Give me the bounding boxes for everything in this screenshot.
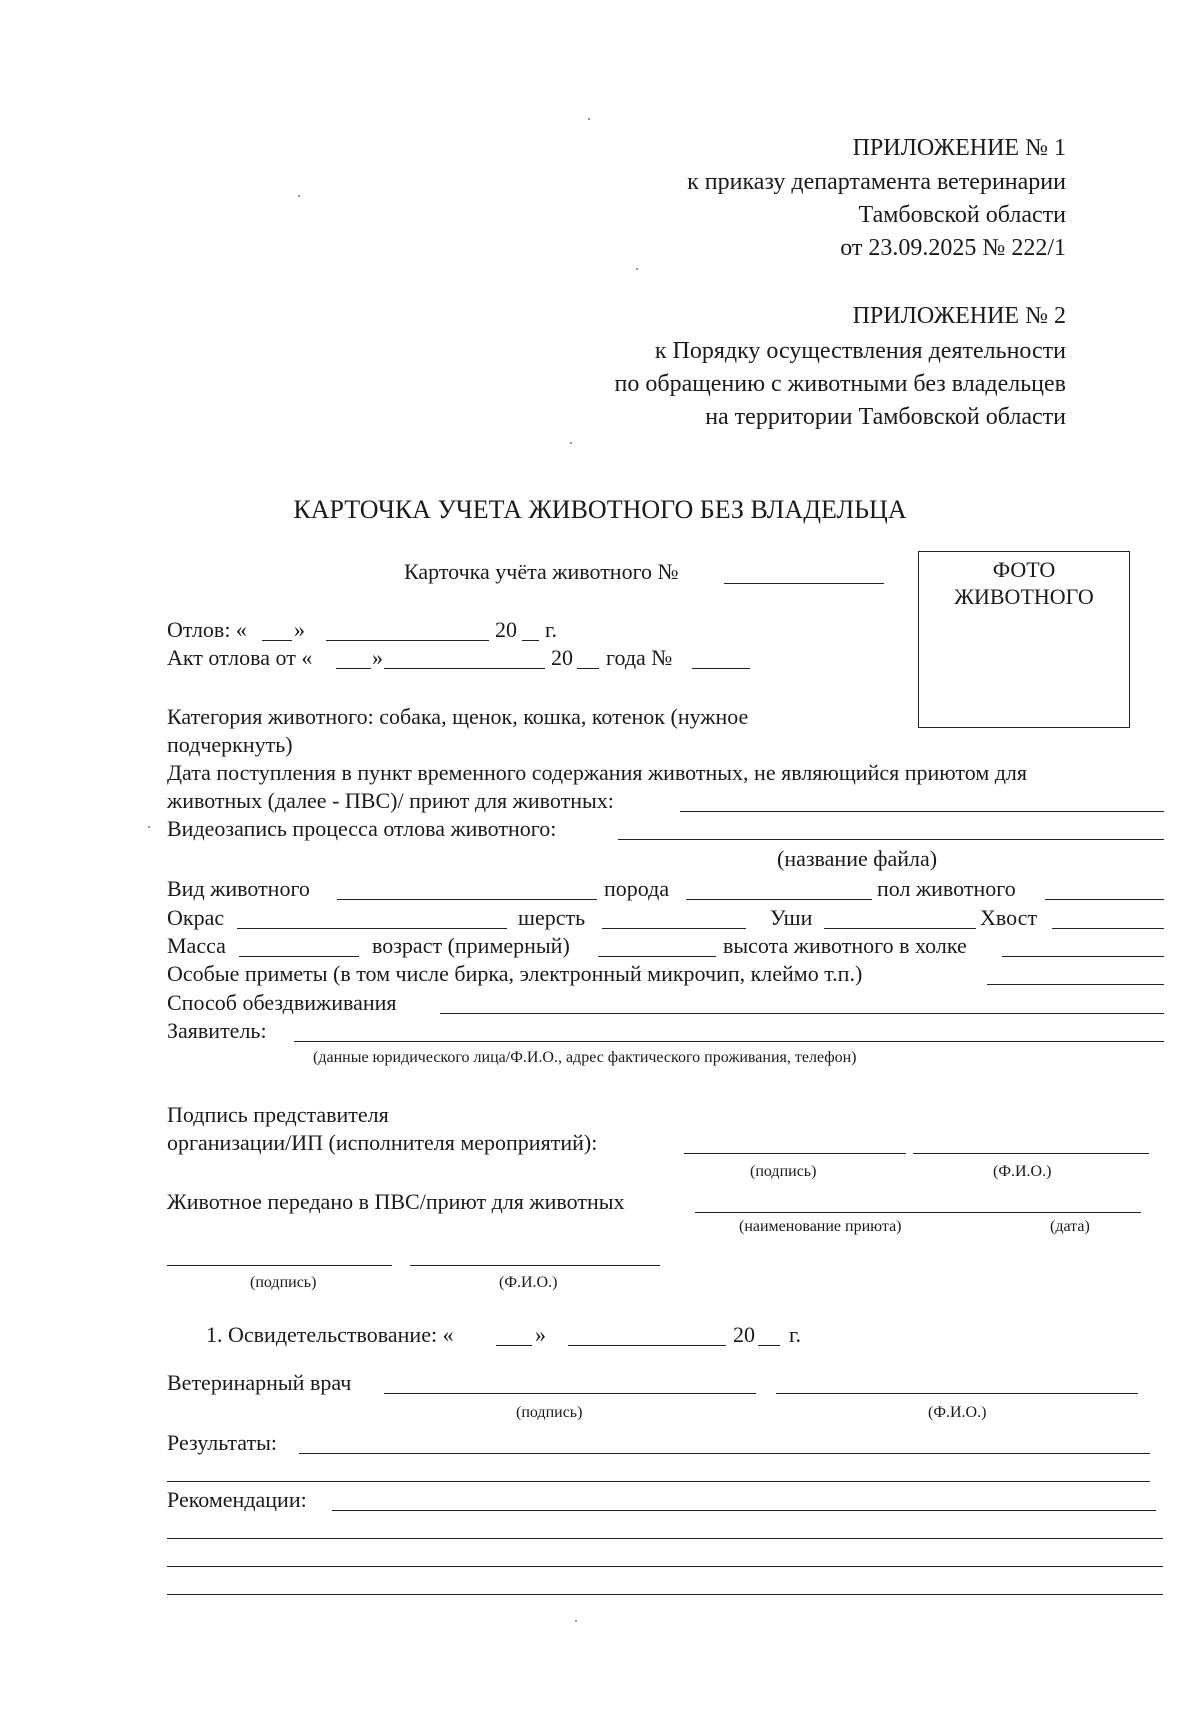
scan-speck (570, 442, 572, 444)
exam-label: 1. Освидетельствование: « (206, 1322, 454, 1347)
vet-fio-caption: (Ф.И.О.) (928, 1404, 987, 1421)
height-field[interactable] (1002, 956, 1164, 957)
scan-speck (588, 118, 590, 120)
marks-label: Особые приметы (в том числе бирка, электронный микрочип, клеймо т.п.) (167, 961, 863, 986)
recommendations-field[interactable] (332, 1510, 1156, 1511)
vet-fio-field[interactable] (776, 1393, 1138, 1394)
act-day-field[interactable] (336, 668, 371, 669)
recommendations-field-line4[interactable] (167, 1594, 1163, 1595)
act-number-field[interactable] (692, 668, 750, 669)
immobilization-label: Способ обездвиживания (167, 990, 397, 1015)
mass-label: Масса (167, 933, 226, 958)
capture-quote: » (294, 617, 305, 642)
video-label: Видеозапись процесса отлова животного: (167, 816, 557, 841)
color-field[interactable] (237, 928, 507, 929)
appendix1-line2: Тамбовской области (858, 202, 1066, 228)
photo-label-line1: ФОТО (992, 557, 1056, 582)
transferred-label: Животное передано в ПВС/приют для животных (167, 1189, 625, 1214)
results-field-line2[interactable] (167, 1481, 1150, 1482)
ears-label: Уши (770, 905, 813, 930)
transfer-signature-caption: (подпись) (250, 1274, 317, 1291)
arrival-line2: животных (далее - ПВС)/ приют для животных: (167, 788, 614, 813)
species-label: Вид животного (167, 876, 310, 901)
scan-speck (148, 826, 150, 828)
act-quote: » (372, 645, 383, 670)
recommendations-field-line2[interactable] (167, 1538, 1163, 1539)
transfer-fio-field[interactable] (410, 1265, 660, 1266)
rep-signature-field[interactable] (684, 1153, 906, 1154)
exam-month-field[interactable] (568, 1345, 726, 1346)
card-number-field[interactable] (724, 583, 884, 584)
arrival-line1: Дата поступления в пункт временного содержания животных, не являющийся приютом для (167, 760, 1028, 785)
sex-label: пол животного (877, 876, 1016, 901)
color-label: Окрас (167, 905, 225, 930)
sign-rep-line2: организации/ИП (исполнителя мероприятий): (167, 1130, 598, 1155)
ears-field[interactable] (824, 928, 976, 929)
applicant-label: Заявитель: (167, 1018, 267, 1043)
capture-label: Отлов: « (167, 617, 247, 642)
exam-quote: » (535, 1322, 546, 1347)
photo-box (918, 551, 1130, 728)
capture-year-suffix: г. (545, 617, 558, 642)
form-title: КАРТОЧКА УЧЕТА ЖИВОТНОГО БЕЗ ВЛАДЕЛЬЦА (293, 495, 907, 524)
capture-year-prefix: 20 (495, 617, 517, 642)
act-year-field[interactable] (577, 668, 599, 669)
act-number-label: года № (606, 645, 673, 670)
tail-label: Хвост (980, 905, 1038, 930)
appendix1-line1: к приказу департамента ветеринарии (687, 169, 1066, 195)
results-label: Результаты: (167, 1430, 277, 1455)
scan-speck (298, 195, 300, 197)
appendix2-line2: по обращению с животными без владельцев (614, 371, 1066, 397)
exam-year-prefix: 20 (733, 1322, 755, 1347)
transfer-date-caption: (дата) (1050, 1218, 1090, 1235)
capture-month-field[interactable] (326, 640, 489, 641)
applicant-caption: (данные юридического лица/Ф.И.О., адрес фактического проживания, телефон) (313, 1049, 857, 1066)
transfer-signature-field[interactable] (167, 1265, 392, 1266)
species-field[interactable] (337, 899, 597, 900)
category-line1: Категория животного: собака, щенок, кошка, котенок (нужное (167, 704, 749, 729)
vet-signature-caption: (подпись) (516, 1404, 583, 1421)
appendix1-title: ПРИЛОЖЕНИЕ № 1 (852, 135, 1066, 161)
video-caption: (название файла) (777, 846, 938, 871)
height-label: высота животного в холке (723, 933, 967, 958)
fur-label: шерсть (518, 905, 586, 930)
appendix2-line3: на территории Тамбовской области (705, 404, 1066, 430)
immobilization-field[interactable] (440, 1013, 1164, 1014)
vet-label: Ветеринарный врач (167, 1370, 352, 1395)
card-number-label: Карточка учёта животного № (404, 559, 679, 584)
exam-year-suffix: г. (789, 1322, 802, 1347)
appendix2-line1: к Порядку осуществления деятельности (654, 338, 1066, 364)
rep-fio-caption: (Ф.И.О.) (993, 1163, 1052, 1180)
shelter-caption: (наименование приюта) (739, 1218, 902, 1235)
mass-field[interactable] (239, 956, 359, 957)
scan-speck (575, 1620, 577, 1622)
photo-label-line2: ЖИВОТНОГО (954, 584, 1094, 609)
act-label: Акт отлова от « (167, 645, 313, 670)
breed-label: порода (604, 876, 670, 901)
category-line2: подчеркнуть) (167, 732, 293, 757)
age-label: возраст (примерный) (372, 933, 570, 958)
breed-field[interactable] (686, 899, 872, 900)
recommendations-label: Рекомендации: (167, 1487, 307, 1512)
act-year-prefix: 20 (551, 645, 573, 670)
act-month-field[interactable] (384, 668, 545, 669)
transfer-fio-caption: (Ф.И.О.) (499, 1274, 558, 1291)
marks-field[interactable] (987, 984, 1164, 985)
arrival-field[interactable] (680, 811, 1164, 812)
capture-year-field[interactable] (522, 640, 539, 641)
rep-signature-caption: (подпись) (750, 1163, 817, 1180)
appendix1-line3: от 23.09.2025 № 222/1 (840, 235, 1066, 261)
sign-rep-line1: Подпись представителя (167, 1102, 389, 1127)
results-field[interactable] (299, 1453, 1150, 1454)
exam-day-field[interactable] (496, 1345, 532, 1346)
shelter-field[interactable] (695, 1212, 1141, 1213)
age-field[interactable] (598, 956, 716, 957)
appendix2-title: ПРИЛОЖЕНИЕ № 2 (852, 303, 1066, 329)
exam-year-field[interactable] (758, 1345, 780, 1346)
sex-field[interactable] (1045, 899, 1164, 900)
rep-fio-field[interactable] (913, 1153, 1149, 1154)
tail-field[interactable] (1052, 928, 1164, 929)
vet-signature-field[interactable] (384, 1393, 756, 1394)
scan-speck (636, 268, 638, 270)
fur-field[interactable] (602, 928, 746, 929)
video-field[interactable] (618, 839, 1164, 840)
applicant-field[interactable] (294, 1041, 1164, 1042)
capture-day-field[interactable] (262, 640, 292, 641)
recommendations-field-line3[interactable] (167, 1566, 1163, 1567)
